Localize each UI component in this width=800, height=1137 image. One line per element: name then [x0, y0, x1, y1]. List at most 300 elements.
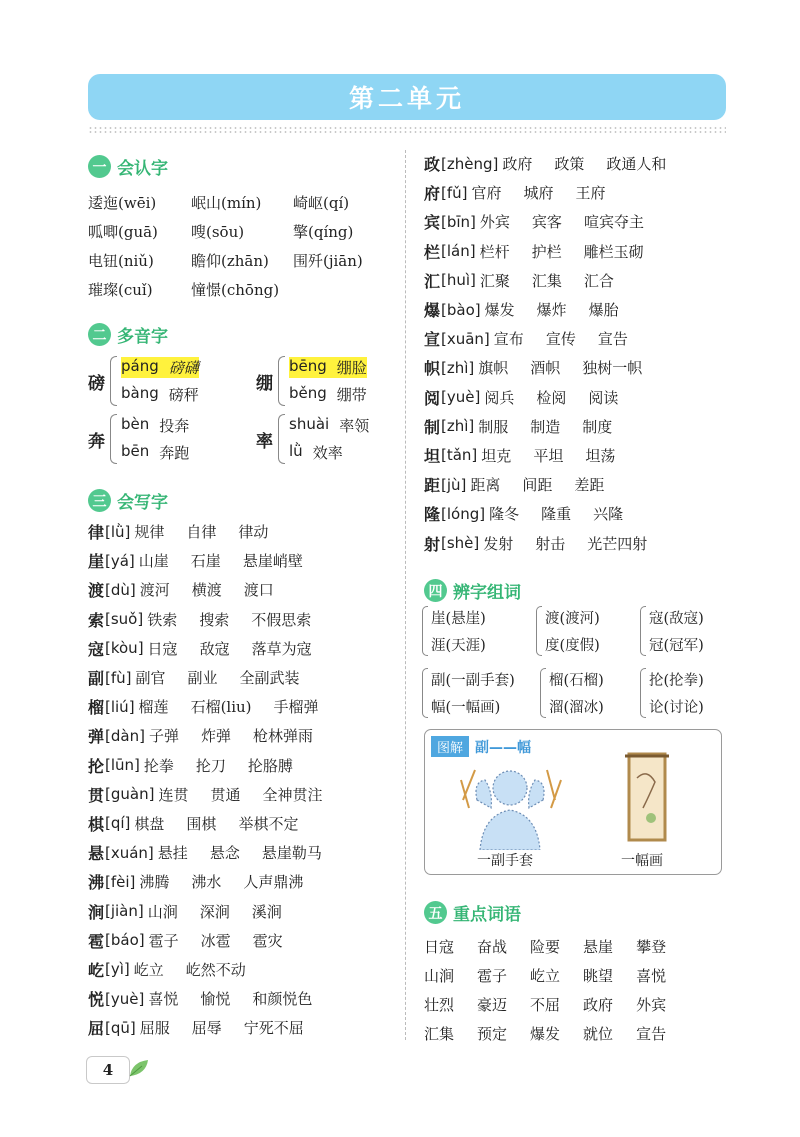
- distinguish-word: 涯(天涯): [431, 638, 486, 654]
- polyphone-item: [256, 356, 367, 406]
- section-number-badge: 一: [88, 155, 111, 178]
- write-char: 阅: [424, 388, 441, 408]
- brace: [110, 356, 117, 406]
- write-char: 悦: [88, 990, 105, 1010]
- pinyin: bēn: [121, 442, 150, 460]
- keyword-row: [424, 961, 666, 990]
- write-word: 敌寇: [199, 639, 230, 658]
- distinguish-word: 冠(冠军): [649, 638, 704, 654]
- write-pinyin: [xuán]: [105, 843, 154, 862]
- write-char: 涧: [88, 902, 105, 922]
- word: 磅秤: [168, 386, 199, 404]
- write-row: [88, 896, 322, 925]
- write-char: 屈: [88, 1019, 105, 1039]
- write-row: [88, 663, 322, 692]
- keyword: 山涧: [424, 967, 455, 985]
- write-word: 政通人和: [606, 155, 667, 174]
- keyword: 日寇: [424, 938, 455, 956]
- write-word: 坦荡: [585, 446, 616, 465]
- write-word: 山涧: [147, 902, 178, 921]
- write-pinyin: [báo]: [105, 931, 145, 950]
- write-word: 子弹: [148, 727, 179, 746]
- write-word: 宣布: [493, 330, 524, 349]
- brace: [640, 606, 646, 656]
- word: 绷脸: [336, 359, 367, 377]
- write-char: 宣: [424, 330, 441, 350]
- recognize-row: [88, 246, 363, 275]
- pinyin: bàng: [121, 384, 159, 402]
- brace: [422, 668, 428, 718]
- write-word: 悬崖峭壁: [242, 552, 303, 571]
- write-word: 汇聚: [479, 271, 510, 290]
- brace: [422, 606, 428, 656]
- write-word: 自律: [186, 523, 217, 542]
- word: 投奔: [159, 417, 190, 435]
- write-char: 爆: [424, 301, 441, 321]
- distinguish-group: [422, 606, 486, 656]
- write-pinyin: [kòu]: [105, 639, 144, 658]
- keyword: 宣告: [636, 1025, 667, 1043]
- write-row: [424, 412, 666, 441]
- keyword: 奋战: [477, 938, 508, 956]
- recognize-list: [88, 188, 363, 304]
- distinguish-word: 渡(渡河): [545, 611, 600, 627]
- write-word: 枪林弹雨: [252, 727, 313, 746]
- write-row: [88, 838, 322, 867]
- recognize-item: 呱唧(guā): [88, 223, 158, 241]
- recognize-row: [88, 275, 363, 304]
- write-char: 副: [88, 669, 105, 689]
- write-char: 距: [424, 476, 441, 496]
- write-word: 阅兵: [484, 388, 515, 407]
- write-word: 酒帜: [530, 359, 561, 378]
- write-word: 政策: [554, 155, 585, 174]
- write-word: 连贯: [158, 785, 189, 804]
- page-number: 4: [86, 1056, 130, 1084]
- write-word: 全副武装: [239, 669, 300, 688]
- section-keywords-title: [424, 900, 521, 925]
- write-char: 渡: [88, 581, 105, 601]
- write-word: 落草为寇: [251, 639, 312, 658]
- brace: [110, 414, 117, 464]
- recognize-row: [88, 188, 363, 217]
- write-word: 屹然不动: [185, 960, 246, 979]
- write-row: [88, 692, 322, 721]
- write-pinyin: [bīn]: [441, 212, 476, 231]
- write-word: 和颜悦色: [252, 990, 313, 1009]
- write-row: [88, 634, 322, 663]
- recognize-item: 擎(qíng): [293, 223, 354, 241]
- write-word: 搜索: [199, 610, 230, 629]
- keyword: 悬崖: [583, 938, 614, 956]
- write-word: 汇集: [531, 271, 562, 290]
- write-row: [424, 528, 666, 557]
- write-word: 深涧: [199, 902, 230, 921]
- pinyin: běng: [289, 384, 327, 402]
- polyphone-item: [88, 414, 189, 464]
- section-label: 重点词语: [453, 905, 521, 925]
- write-pinyin: [zhèng]: [441, 154, 499, 173]
- brace: [536, 606, 542, 656]
- write-word: 悬崖勒马: [261, 844, 322, 863]
- pinyin: bèn: [121, 415, 150, 433]
- write-char: 悬: [88, 844, 105, 864]
- write-char: 雹: [88, 931, 105, 951]
- write-char: 抡: [88, 756, 105, 776]
- write-row: [88, 751, 322, 780]
- word: 效率: [312, 444, 343, 462]
- polyphone-grid: [88, 356, 388, 468]
- write-word: 城府: [523, 184, 554, 203]
- painting-illustration: [623, 748, 671, 846]
- write-word: 愉悦: [200, 990, 231, 1009]
- write-word: 外宾: [479, 213, 510, 232]
- write-row: [88, 780, 322, 809]
- polyphone-char: 磅: [88, 373, 105, 394]
- write-word: 间距: [522, 476, 553, 495]
- write-pinyin: [zhì]: [441, 358, 475, 377]
- write-pinyin: [lóng]: [441, 504, 486, 523]
- distinguish-word: 论(讨论): [649, 700, 704, 716]
- write-word: 人声鼎沸: [243, 873, 304, 892]
- write-word: 王府: [575, 184, 606, 203]
- write-word: 雕栏玉砌: [583, 242, 644, 261]
- keyword: 不屈: [530, 996, 561, 1014]
- write-word: 光芒四射: [587, 534, 648, 553]
- write-row: [424, 178, 666, 207]
- section-label: 辨字组词: [453, 583, 521, 603]
- gloves-caption: 一副手套: [477, 853, 533, 869]
- polyphone-char: 绷: [256, 373, 273, 394]
- write-word: 铁索: [147, 610, 178, 629]
- write-char: 律: [88, 523, 105, 543]
- write-word: 制造: [530, 417, 561, 436]
- distinguish-word: 度(度假): [545, 638, 600, 654]
- distinguish-word: 副(一副手套): [431, 673, 515, 689]
- unit-banner: [88, 74, 726, 120]
- write-word: 冰雹: [200, 931, 231, 950]
- write-word: 炸弹: [200, 727, 231, 746]
- write-pinyin: [dàn]: [105, 726, 145, 745]
- write-row: [88, 809, 322, 838]
- write-word: 围棋: [186, 814, 217, 833]
- word: 磅礴: [168, 359, 199, 377]
- write-row: [424, 266, 666, 295]
- write-word: 渡口: [243, 581, 274, 600]
- write-char: 弹: [88, 727, 105, 747]
- write-word: 雹灾: [252, 931, 283, 950]
- distinguish-word: 抡(抡拳): [649, 673, 704, 689]
- keyword: 眺望: [583, 967, 614, 985]
- section-number-badge: 三: [88, 489, 111, 512]
- write-word: 石崖: [190, 552, 221, 571]
- write-pinyin: [fèi]: [105, 872, 136, 891]
- keyword: 雹子: [477, 967, 508, 985]
- write-word: 爆胎: [588, 301, 619, 320]
- recognize-item: 瞻仰(zhān): [191, 252, 269, 270]
- write-word: 制服: [478, 417, 509, 436]
- write-word: 兴隆: [593, 505, 624, 524]
- write-word: 宁死不屈: [243, 1019, 304, 1038]
- recognize-item: 岷山(mín): [191, 194, 262, 212]
- write-row: [424, 237, 666, 266]
- painting-caption: 一幅画: [621, 853, 663, 869]
- write-word: 坦克: [481, 446, 512, 465]
- distinguish-group: [536, 606, 600, 656]
- write-word: 制度: [582, 417, 613, 436]
- write-word: 喧宾夺主: [583, 213, 644, 232]
- write-pinyin: [yuè]: [441, 388, 481, 407]
- write-pinyin: [qí]: [105, 814, 131, 833]
- distinguish-group: [422, 668, 515, 718]
- write-char: 棋: [88, 814, 105, 834]
- write-word: 沸腾: [139, 873, 170, 892]
- write-pinyin: [lán]: [441, 242, 476, 261]
- write-word: 护栏: [531, 242, 562, 261]
- write-word: 独树一帜: [582, 359, 643, 378]
- keyword: 豪迈: [477, 996, 508, 1014]
- brace: [278, 414, 285, 464]
- write-word: 隆冬: [489, 505, 520, 524]
- write-row: [424, 441, 666, 470]
- write-char: 府: [424, 184, 441, 204]
- section-label: 多音字: [117, 327, 168, 347]
- write-word: 政府: [502, 155, 533, 174]
- write-word: 爆发: [484, 301, 515, 320]
- write-char: 沸: [88, 873, 105, 893]
- write-row: [88, 867, 322, 896]
- column-divider: [405, 150, 406, 1040]
- word: 绷带: [336, 386, 367, 404]
- write-word: 副业: [187, 669, 218, 688]
- write-word: 副官: [135, 669, 166, 688]
- write-pinyin: [jù]: [441, 475, 467, 494]
- section-write-title: [88, 488, 168, 513]
- write-word: 贯通: [210, 785, 241, 804]
- write-char: 坦: [424, 446, 441, 466]
- recognize-item: 璀璨(cuǐ): [88, 281, 153, 299]
- write-word: 旗帜: [478, 359, 509, 378]
- write-row: [88, 955, 322, 984]
- write-char: 栏: [424, 242, 441, 262]
- write-word: 棋盘: [134, 814, 165, 833]
- section-recognize-title: [88, 154, 168, 179]
- keyword: 外宾: [636, 996, 667, 1014]
- write-word: 抡拳: [143, 756, 174, 775]
- section-polyphone-title: [88, 322, 168, 347]
- recognize-item: 嗖(sōu): [191, 223, 245, 241]
- keyword: 屹立: [530, 967, 561, 985]
- section-number-badge: 四: [424, 579, 447, 602]
- distinguish-word: 幅(一幅画): [431, 700, 501, 716]
- write-word: 爆炸: [536, 301, 567, 320]
- write-pinyin: [lǜ]: [105, 522, 131, 541]
- write-row: [88, 605, 322, 634]
- distinguish-group: [640, 606, 704, 656]
- write-pinyin: [jiàn]: [105, 902, 144, 921]
- write-pinyin: [qū]: [105, 1018, 136, 1037]
- write-row: [88, 984, 322, 1013]
- write-row: [88, 926, 322, 955]
- dotted-separator: [88, 126, 726, 134]
- write-char: 崖: [88, 552, 105, 572]
- write-word: 屹立: [133, 960, 164, 979]
- distinguish-word: 寇(敌寇): [649, 611, 704, 627]
- illustration-box: [424, 729, 722, 875]
- write-word: 榴莲: [138, 698, 169, 717]
- write-char: 帜: [424, 359, 441, 379]
- write-pinyin: [dù]: [105, 580, 136, 599]
- write-row: [88, 546, 322, 575]
- write-word: 石榴(liu): [190, 698, 252, 717]
- write-row: [424, 353, 666, 382]
- leaf-icon: [128, 1058, 150, 1080]
- distinguish-word: 崖(悬崖): [431, 611, 486, 627]
- write-char: 射: [424, 534, 441, 554]
- brace: [278, 356, 285, 406]
- write-row: [424, 149, 666, 178]
- pinyin: shuài: [289, 415, 330, 433]
- write-char: 索: [88, 610, 105, 630]
- write-word: 举棋不定: [238, 814, 299, 833]
- illustration-tag: 图解: [431, 736, 469, 757]
- write-word: 溪涧: [251, 902, 282, 921]
- recognize-item: 憧憬(chōng): [191, 281, 280, 299]
- write-word: 汇合: [583, 271, 614, 290]
- write-row: [424, 207, 666, 236]
- gloves-illustration: [455, 760, 565, 850]
- brace: [640, 668, 646, 718]
- write-char: 贯: [88, 785, 105, 805]
- word: 奔跑: [159, 444, 190, 462]
- keyword: 就位: [583, 1025, 614, 1043]
- distinguish-grid: [422, 606, 730, 718]
- write-word: 沸水: [191, 873, 222, 892]
- write-word: 发射: [483, 534, 514, 553]
- write-pinyin: [zhì]: [441, 417, 475, 436]
- write-row: [88, 517, 322, 546]
- distinguish-word: 溜(溜冰): [549, 700, 604, 716]
- write-row: [424, 499, 666, 528]
- keyword: 攀登: [636, 938, 667, 956]
- write-word: 不假思索: [251, 610, 312, 629]
- write-pinyin: [xuān]: [441, 329, 490, 348]
- section-label: 会认字: [117, 159, 168, 179]
- write-word: 律动: [238, 523, 269, 542]
- write-word: 抡胳膊: [247, 756, 293, 775]
- pinyin: bēng: [289, 357, 327, 375]
- write-word: 悬挂: [157, 844, 188, 863]
- write-pinyin: [yì]: [105, 960, 130, 979]
- recognize-item: 逶迤(wēi): [88, 194, 157, 212]
- write-pinyin: [fù]: [105, 668, 132, 687]
- recognize-item: 崎岖(qí): [293, 194, 350, 212]
- write-word: 山崖: [138, 552, 169, 571]
- write-pinyin: [tǎn]: [441, 446, 478, 465]
- recognize-item: 电钮(niǔ): [88, 252, 154, 270]
- unit-title: 第二单元: [348, 84, 465, 113]
- write-word: 规律: [134, 523, 165, 542]
- illustration-title: 副——幅: [475, 739, 532, 756]
- write-row: [88, 575, 322, 604]
- write-list-left: [88, 517, 322, 1042]
- write-row: [88, 721, 322, 750]
- keyword: 险要: [530, 938, 561, 956]
- keyword: 汇集: [424, 1025, 455, 1043]
- write-word: 屈辱: [191, 1019, 222, 1038]
- write-char: 屹: [88, 960, 105, 980]
- write-word: 日寇: [147, 639, 178, 658]
- write-row: [424, 295, 666, 324]
- write-pinyin: [bào]: [441, 300, 481, 319]
- distinguish-group: [640, 668, 704, 718]
- write-pinyin: [yá]: [105, 551, 135, 570]
- distinguish-word: 榴(石榴): [549, 673, 604, 689]
- write-word: 全神贯注: [262, 785, 323, 804]
- write-pinyin: [suǒ]: [105, 610, 144, 629]
- write-char: 寇: [88, 639, 105, 659]
- write-char: 宾: [424, 213, 441, 233]
- write-word: 平坦: [533, 446, 564, 465]
- write-word: 隆重: [541, 505, 572, 524]
- write-word: 喜悦: [148, 990, 179, 1009]
- write-row: [424, 470, 666, 499]
- write-pinyin: [yuè]: [105, 989, 145, 1008]
- write-word: 宣传: [545, 330, 576, 349]
- word: 率领: [339, 417, 370, 435]
- pinyin: páng: [121, 357, 159, 375]
- keyword-row: [424, 932, 666, 961]
- write-word: 雹子: [148, 931, 179, 950]
- keyword-grid: [424, 932, 666, 1048]
- write-row: [424, 324, 666, 353]
- keyword-row: [424, 1019, 666, 1048]
- brace: [540, 668, 546, 718]
- write-pinyin: [shè]: [441, 534, 480, 553]
- polyphone-char: 率: [256, 431, 273, 452]
- section-number-badge: 五: [424, 901, 447, 924]
- write-list-right: [424, 149, 666, 558]
- keyword: 爆发: [530, 1025, 561, 1043]
- recognize-item: 围歼(jiān): [293, 252, 363, 270]
- polyphone-char: 奔: [88, 431, 105, 452]
- keyword: 政府: [583, 996, 614, 1014]
- write-row: [88, 1013, 322, 1042]
- write-pinyin: [guàn]: [105, 785, 155, 804]
- write-word: 官府: [471, 184, 502, 203]
- write-word: 距离: [470, 476, 501, 495]
- write-pinyin: [lūn]: [105, 756, 140, 775]
- section-label: 会写字: [117, 493, 168, 513]
- keyword: 喜悦: [636, 967, 667, 985]
- polyphone-item: [256, 414, 369, 464]
- write-word: 宾客: [531, 213, 562, 232]
- keyword-row: [424, 990, 666, 1019]
- write-char: 制: [424, 417, 441, 437]
- keyword: 壮烈: [424, 996, 455, 1014]
- section-distinguish-title: [424, 578, 521, 603]
- write-word: 屈服: [139, 1019, 170, 1038]
- keyword: 预定: [477, 1025, 508, 1043]
- write-word: 抡刀: [195, 756, 226, 775]
- write-word: 射击: [535, 534, 566, 553]
- write-char: 政: [424, 155, 441, 175]
- polyphone-item: [88, 356, 199, 406]
- write-char: 汇: [424, 271, 441, 291]
- write-char: 隆: [424, 505, 441, 525]
- write-word: 渡河: [139, 581, 170, 600]
- write-word: 悬念: [209, 844, 240, 863]
